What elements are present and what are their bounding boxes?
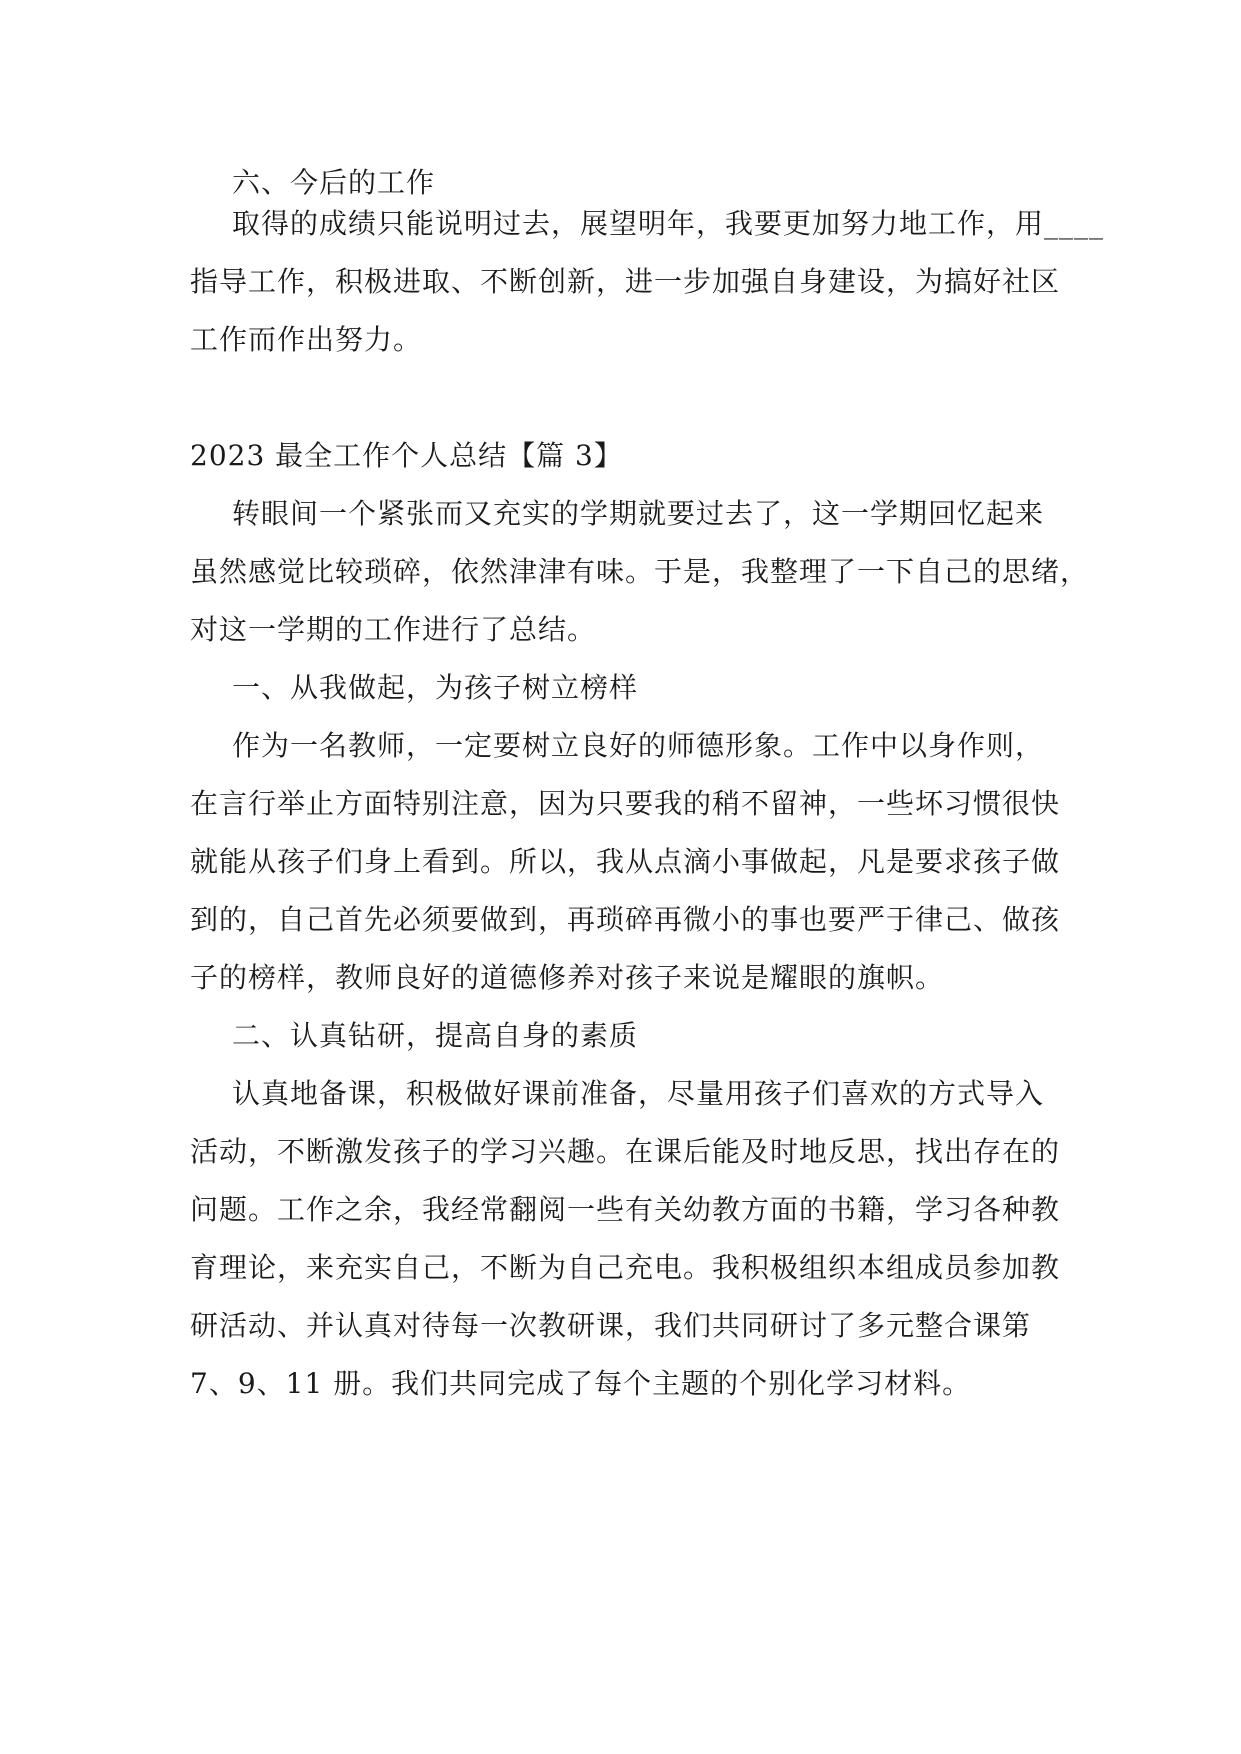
paragraph-line: 7、9、11 册。我们共同完成了每个主题的个别化学习材料。 (190, 1367, 972, 1400)
paragraph-line: 作为一名教师，一定要树立良好的师德形象。工作中以身作则， (232, 729, 1045, 762)
paragraph-line: 问题。工作之余，我经常翻阅一些有关幼教方面的书籍，学习各种教 (190, 1193, 1061, 1226)
paragraph-line: 取得的成绩只能说明过去，展望明年，我要更加努力地工作，用____ (232, 207, 1105, 240)
paragraph-line: 活动，不断激发孩子的学习兴趣。在课后能及时地反思，找出存在的 (190, 1135, 1061, 1168)
section-heading-future-work: 六、今后的工作 (232, 166, 436, 199)
paragraph-line: 虽然感觉比较琐碎，依然津津有味。于是，我整理了一下自己的思绪， (190, 555, 1090, 588)
paragraph-line: 到的，自己首先必须要做到，再琐碎再微小的事也要严于律己、做孩 (190, 903, 1061, 936)
article-title: 2023 最全工作个人总结【篇 3】 (190, 439, 623, 472)
paragraph-line: 育理论，来充实自己，不断为自己充电。我积极组织本组成员参加教 (190, 1251, 1061, 1284)
paragraph-line: 对这一学期的工作进行了总结。 (190, 613, 597, 646)
paragraph-line: 指导工作，积极进取、不断创新，进一步加强自身建设，为搞好社区 (190, 265, 1061, 298)
paragraph-line: 研活动、并认真对待每一次教研课，我们共同研讨了多元整合课第 (190, 1309, 1032, 1342)
paragraph-line: 转眼间一个紧张而又充实的学期就要过去了，这一学期回忆起来 (232, 497, 1045, 530)
paragraph-line: 认真地备课，积极做好课前准备，尽量用孩子们喜欢的方式导入 (232, 1077, 1045, 1110)
paragraph-line: 就能从孩子们身上看到。所以，我从点滴小事做起，凡是要求孩子做 (190, 845, 1061, 878)
paragraph-line: 在言行举止方面特别注意，因为只要我的稍不留神，一些坏习惯很快 (190, 787, 1061, 820)
paragraph-line: 子的榜样，教师良好的道德修养对孩子来说是耀眼的旗帜。 (190, 961, 945, 994)
section-heading-self-improvement: 二、认真钻研，提高自身的素质 (232, 1019, 639, 1052)
section-heading-role-model: 一、从我做起，为孩子树立榜样 (232, 671, 639, 704)
paragraph-line: 工作而作出努力。 (190, 323, 423, 356)
